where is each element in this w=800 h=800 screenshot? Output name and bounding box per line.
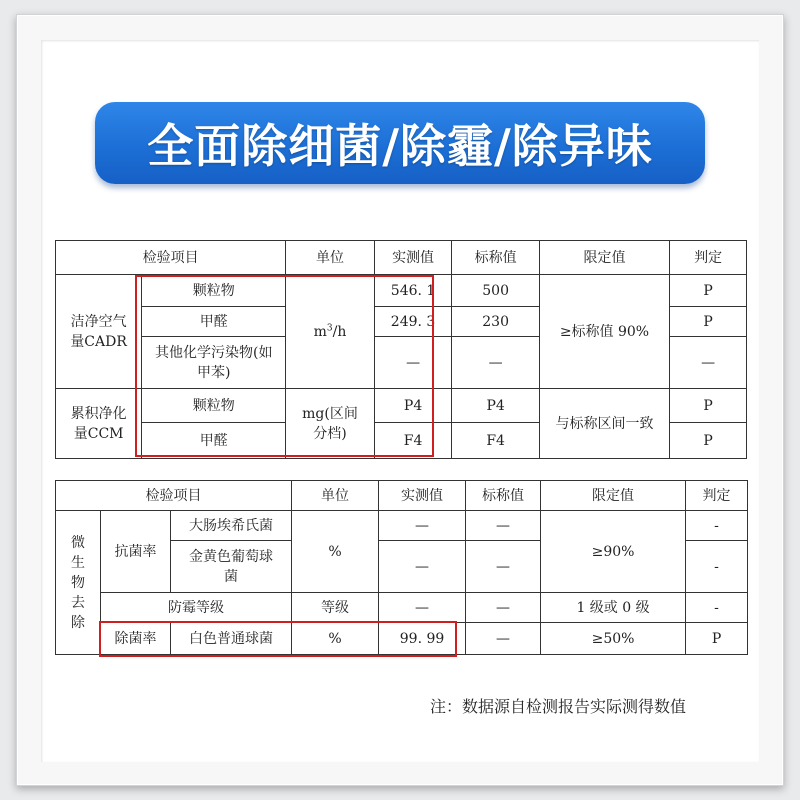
sterilization-label: 除菌率 xyxy=(101,623,171,655)
header-limit: 限定值 xyxy=(541,481,686,511)
sterilization-measured: 99. 99 xyxy=(379,623,466,655)
row-measured: 249. 3 xyxy=(374,307,452,337)
ccm-group-label: 累积净化量CCM xyxy=(56,389,142,459)
row-judge: P xyxy=(670,423,747,459)
row-item: 颗粒物 xyxy=(142,275,286,307)
mold-nominal: — xyxy=(466,593,541,623)
header-judge: 判定 xyxy=(670,241,747,275)
cadr-group-label: 洁净空气量CADR xyxy=(56,275,142,389)
header-nominal: 标称值 xyxy=(452,241,539,275)
row-nominal: 230 xyxy=(452,307,539,337)
table-row xyxy=(56,623,748,655)
table-row xyxy=(56,389,747,423)
cadr-unit: $m^3/h$ xyxy=(286,275,374,389)
row-item: 甲醛 xyxy=(142,423,286,459)
row-nominal: — xyxy=(466,541,541,593)
header-item: 检验项目 xyxy=(56,481,292,511)
header-unit: 单位 xyxy=(292,481,379,511)
footnote: 注：数据源自检测报告实际测得数值 xyxy=(430,697,687,716)
row-item: 大肠埃希氏菌 xyxy=(171,511,292,541)
sterilization-item: 白色普通球菌 xyxy=(171,623,292,655)
mold-judge: - xyxy=(686,593,748,623)
row-measured: P4 xyxy=(374,389,452,423)
row-judge: P xyxy=(670,275,747,307)
mold-unit: 等级 xyxy=(292,593,379,623)
header-item: 检验项目 xyxy=(56,241,286,275)
row-judge: — xyxy=(670,337,747,389)
row-item: 颗粒物 xyxy=(142,389,286,423)
mold-measured: — xyxy=(379,593,466,623)
row-measured: — xyxy=(379,541,466,593)
ccm-limit: 与标称区间一致 xyxy=(539,389,669,459)
mold-item: 防霉等级 xyxy=(101,593,292,623)
row-item: 甲醛 xyxy=(142,307,286,337)
row-measured: 546. 1 xyxy=(374,275,452,307)
antibacterial-limit: ≥90% xyxy=(541,511,686,593)
row-judge: - xyxy=(686,541,748,593)
sterilization-unit: % xyxy=(292,623,379,655)
table-row xyxy=(56,511,748,541)
table-header-row xyxy=(56,241,747,275)
row-item: 金黄色葡萄球菌 xyxy=(171,541,292,593)
header-limit: 限定值 xyxy=(539,241,669,275)
table-row xyxy=(56,275,747,307)
row-measured: F4 xyxy=(374,423,452,459)
title-banner xyxy=(95,102,705,184)
table-row xyxy=(56,593,748,623)
row-nominal: P4 xyxy=(452,389,539,423)
row-nominal: 500 xyxy=(452,275,539,307)
antibacterial-label: 抗菌率 xyxy=(101,511,171,593)
row-judge: P xyxy=(670,389,747,423)
air-purification-table xyxy=(55,240,747,459)
header-judge: 判定 xyxy=(686,481,748,511)
table-header-row xyxy=(56,481,748,511)
row-measured: — xyxy=(379,511,466,541)
row-nominal: — xyxy=(466,511,541,541)
antibacterial-unit: % xyxy=(292,511,379,593)
header-measured: 实测值 xyxy=(374,241,452,275)
header-nominal: 标称值 xyxy=(466,481,541,511)
row-nominal: — xyxy=(452,337,539,389)
row-measured: — xyxy=(374,337,452,389)
row-judge: P xyxy=(670,307,747,337)
row-nominal: F4 xyxy=(452,423,539,459)
sterilization-judge: P xyxy=(686,623,748,655)
header-unit: 单位 xyxy=(286,241,374,275)
banner-title: 全面除细菌/除霾/除异味 xyxy=(147,119,653,173)
ccm-unit: mg(区间分档) xyxy=(286,389,374,459)
sterilization-nominal: — xyxy=(466,623,541,655)
microbe-removal-table xyxy=(55,480,748,655)
header-measured: 实测值 xyxy=(379,481,466,511)
microbe-group-label: 微生物去除 xyxy=(56,511,101,655)
cadr-limit: ≥标称值 90% xyxy=(539,275,669,389)
mold-limit: 1 级或 0 级 xyxy=(541,593,686,623)
row-item: 其他化学污染物(如甲苯) xyxy=(142,337,286,389)
row-judge: - xyxy=(686,511,748,541)
sterilization-limit: ≥50% xyxy=(541,623,686,655)
